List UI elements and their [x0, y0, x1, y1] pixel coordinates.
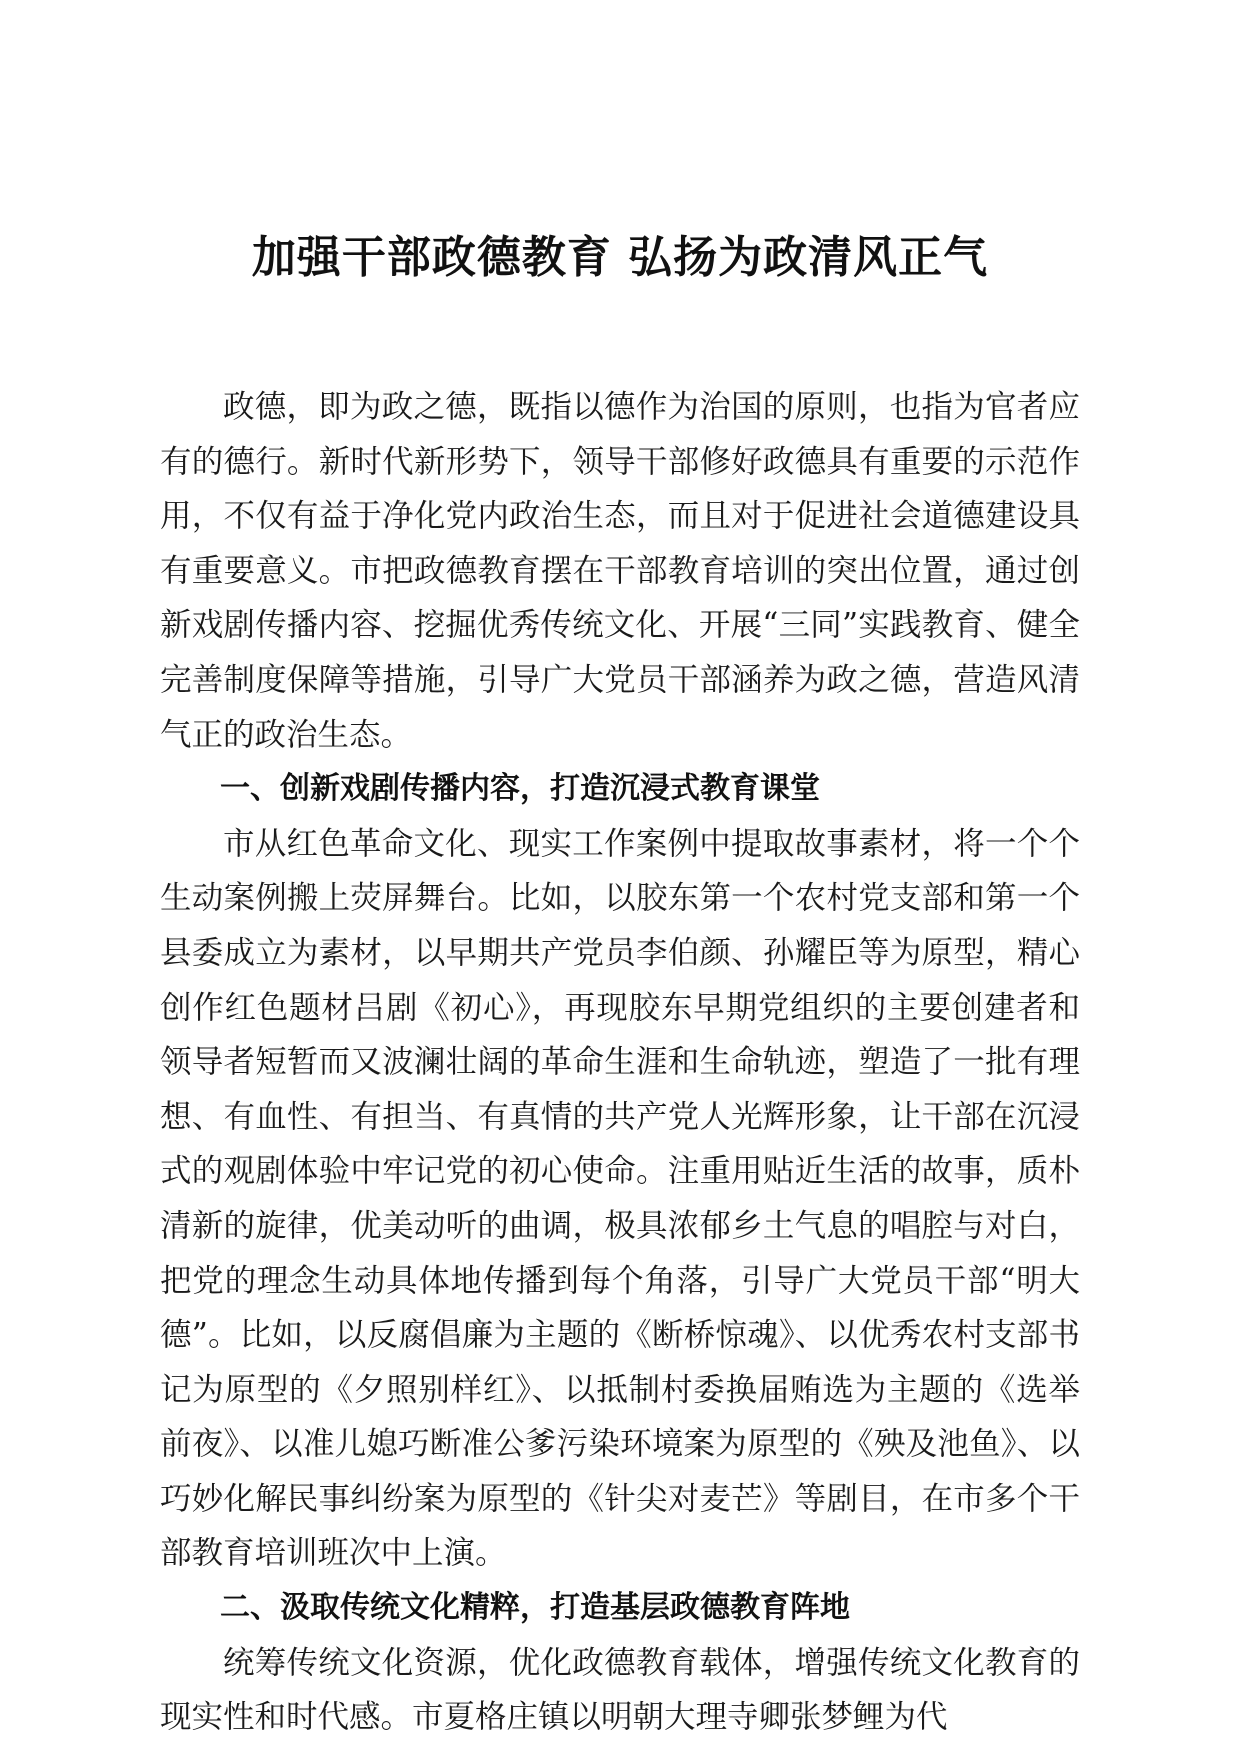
intro-paragraph: 政德，即为政之德，既指以德作为治国的原则，也指为官者应有的德行。新时代新形势下，领导干部修好政德具有重要的示范作用，不仅有益于净化党内政治生态，而且对于促进社会道德建设具有重要意义。市把政德教育摆在干部教育培训的突出位置，通过创新戏剧传播内容、挖掘优秀传统文化、开展“三同”实践教育、健全完善制度保障等措施，引导广大党员干部涵养为政之德，营造风清气正的政治生态。: [160, 389, 1080, 753]
section-1-paragraph: 市从红色革命文化、现实工作案例中提取故事素材，将一个个生动案例搬上荧屏舞台。比如，以胶东第一个农村党支部和第一个县委成立为素材，以早期共产党员李伯颜、孙耀臣等为原型，精心创作红色题材吕剧《初心》，再现胶东早期党组织的主要创建者和领导者短暂而又波澜壮阔的革命生涯和生命轨迹，塑造了一批有理想、有血性、有担当、有真情的共产党人光辉形象，让干部在沉浸式的观剧体验中牢记党的初心使命。注重用贴近生活的故事，质朴清新的旋律，优美动听的曲调，极具浓郁乡土气息的唱腔与对白，把党的理念生动具体地传播到每个角落，引导广大党员干部“明大德”。比如，以反腐倡廉为主题的《断桥惊魂》、以优秀农村支部书记为原型的《夕照别样红》、以抵制村委换届贿选为主题的《选举前夜》、以准儿媳巧断准公爹污染环境案为原型的《殃及池鱼》、以巧妙化解民事纠纷案为原型的《针尖对麦芒》等剧目，在市多个干部教育培训班次中上演。: [160, 825, 1080, 1572]
section-1-heading: 一、创新戏剧传播内容，打造沉浸式教育课堂: [220, 771, 820, 807]
document-body: [160, 380, 1080, 1745]
document-title: 加强干部政德教育 弘扬为政清风正气: [251, 232, 989, 283]
section-2-paragraph: 统筹传统文化资源，优化政德教育载体，增强传统文化教育的现实性和时代感。市夏格庄镇以明朝大理寺卿张梦鲤为代: [160, 1644, 1080, 1736]
section-2-heading: 二、汲取传统文化精粹，打造基层政德教育阵地: [220, 1590, 850, 1626]
